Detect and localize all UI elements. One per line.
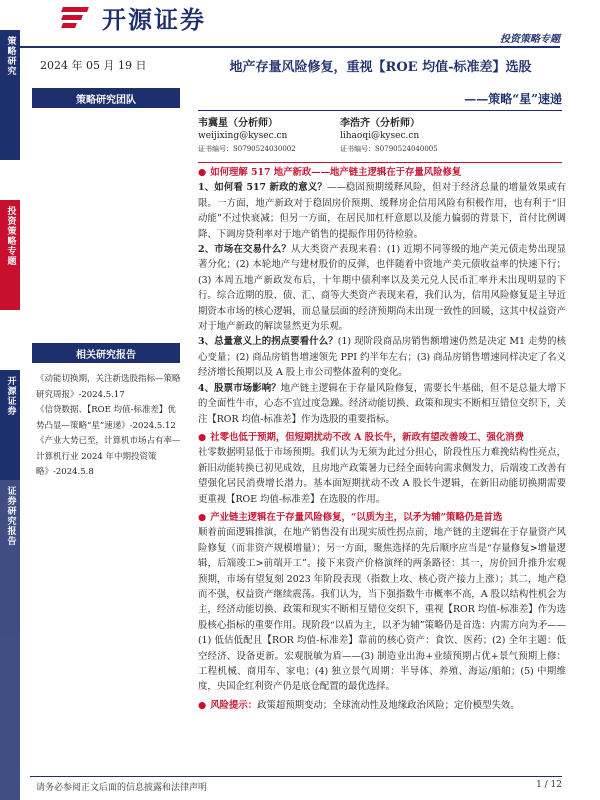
report-type: 投资策略专题 [500, 34, 560, 45]
footer-disclaimer: 请务必参阅正文后面的信息披露和法律声明 [36, 783, 208, 793]
page-subtitle: ——策略“星”速递 [464, 92, 562, 106]
analyst-rule [198, 162, 562, 163]
side-label-report-type: 投资策略专题 [0, 200, 20, 310]
side-label-strategy: 策略研究 [0, 30, 20, 160]
brand-logo [60, 2, 245, 32]
paragraph-q2: 2、市场在交易什么？从大类资产表现来看：(1) 近期不同等级的地产美元债走势出现显著分化；(2) 本轮地产与建材股价的反弹，也伴随着中资地产美元债收益率的快速下行；(3) 本周五地产新政发布后，十年期中债利率以及美元兑人民币汇率并未出现明显的下行。综合近期的股、债、汇、商等大类资产表现来看，我们认为，信用风险修复是主导近期资本市场的核心逻辑，而总量层面的经济预期尚未出现一致性的回暖，这其中权益资产对于地产新政的解读显然更为乐观。 [198, 244, 566, 333]
footer-rule [30, 776, 562, 777]
side-strip [0, 30, 20, 800]
related-research-item[interactable]: 《产业大势已至，计算机市场占有率—计算机行业 2024 年中期投资策略》-2024.5.8 [36, 436, 181, 477]
paragraph-q4: 4、股票市场影响？地产链主逻辑在于存量风险修复，需要长牛基础，但不是总量大增下的全面性牛市，心态不宜过度急躁。经济动能切换、政策和现实不断相互错位交织下，关注【ROR 均值-标准差】作为选股的重要指标。 [198, 382, 566, 425]
analyst-name: 李浩齐（分析师） [340, 118, 420, 129]
paragraph-consumption: 社零数据明显低于市场预期。我们认为无须为此过分担心，阶段性压力难挽结构性亮点，新旧动能转换已初见成效，且房地产政策暑力已经全面转向需求侧发力，后端竣工改善有望强化居民消费增长潜力。基本面短期扰动不改 A 股长牛逻辑，在新旧动能切换期需要更重视【ROE 均值-标准差】在选股的作用。 [198, 447, 566, 505]
analyst-name: 韦冀星（分析师） [198, 118, 278, 129]
section-heading: ● 如何理解 517 地产新政——地产链主逻辑在于存量风险修复 [198, 165, 566, 180]
related-research-item[interactable]: 《动能切换期，关注新选股指标—策略研究周报》-2024.5.17 [36, 374, 181, 400]
section-heading: ● 产业链主逻辑在于存量风险修复，“以质为主，以矛为辅”策略仍是首选 [198, 510, 566, 525]
risk-warning: ● 风险提示：政策超预期变动；全球流动性及地缘政治风险；定价模型失效。 [198, 698, 566, 713]
analyst-cert: 证书编号：S0790524030002 [198, 145, 296, 153]
logo-icon [60, 3, 94, 31]
side-label-research: 证券研究报告 [0, 480, 20, 800]
analyst-cert: 证书编号：S0790524040005 [340, 145, 438, 153]
team-label: 策略研究团队 [32, 88, 180, 108]
side-label-brand: 开源证券 [0, 370, 20, 480]
related-research-item[interactable]: 《信贷数据、【ROE 均值-标准差】优势凸显—策略“星”速递》-2024.5.12 [36, 405, 176, 431]
analyst-email[interactable]: lihaoqi@kysec.cn [340, 131, 420, 141]
paragraph-q3: 3、总量意义上的拐点要看什么？(1) 现阶段商品房销售额增速仍然是决定 M1 走势的核心变量；(2) 商品房销售增速领先 PPI 约半年左右；(3) 商品房销售增速同样决定了名义经济增长预期以及 A 股上市公司整体盈利的变化。 [198, 336, 566, 379]
header-rule [0, 46, 560, 48]
related-research-title: 相关研究报告 [32, 343, 180, 363]
title-rule [198, 110, 562, 111]
page-number: 1 / 12 [536, 780, 562, 790]
report-body [198, 165, 566, 713]
paragraph-strategy: 顺着前面逻辑推演，在地产销售没有出现实质性拐点前，地产链的主逻辑在于存量资产风险修复（而非资产规模增量）；另一方面，聚焦选择的先后顺序应当是“存量修复>增量逻辑，后端竣工>前端开工”。接下来资产价格演绎的两条路径：其一，房价回升推升宏观预期，市场有望复刻 2023 年阶段表现（指数上攻、核心资产接力上涨）；其二，地产稳而不强，权益资产继续震荡。我们认为，当下强指数牛市概率不高，A 股以结构性机会为主，经济动能切换、政策和现实不断相互错位交织下，重视【ROR 均值-标准差】作为选股核心指标的重要作用。现阶段“以盾为主，以矛为辅”策略仍是首选：内需方向为矛——(1) 低估低配且【ROR 均值-标准差】靠前的核心资产：食饮、医药；(2) 全年主题：低空经济、设备更新。宏观脱敏为盾——(3) 制造业出海+业绩预期占优+景气预期上修：工程机械、商用车、家电；(4) 独立景气周期：半导体、养殖、海运/船舶；(5) 中期维度，央国企红利资产仍是底仓配置的最优选择。 [198, 527, 566, 693]
paragraph-q1: 1、如何看 517 新政的意义？——稳固预期缓释风险，但对于经济总量的增量效果或有限。一方面，地产新政对于稳固房价预期、缓释房企信用风险有积极作用，也有利于“旧动能”不过快衰减；但另一方面，在居民加杠杆意愿以及能力偏弱的背景下，首付比例调降、下调房贷利率对于地产销售的提振作用仍待检验。 [198, 182, 566, 240]
related-research-list [36, 372, 184, 481]
brand-name: 开源证券 [102, 5, 206, 34]
analyst-card [198, 117, 296, 156]
report-date: 2024 年 05 月 19 日 [40, 59, 147, 72]
section-heading: ● 社零也低于预期，但短期扰动不改 A 股长牛，新政有望改善竣工、强化消费 [198, 430, 566, 445]
page-title: 地产存量风险修复，重视【ROE 均值-标准差】选股 [229, 60, 532, 75]
analyst-email[interactable]: weijixing@kysec.cn [198, 131, 288, 141]
analyst-card [340, 117, 438, 156]
